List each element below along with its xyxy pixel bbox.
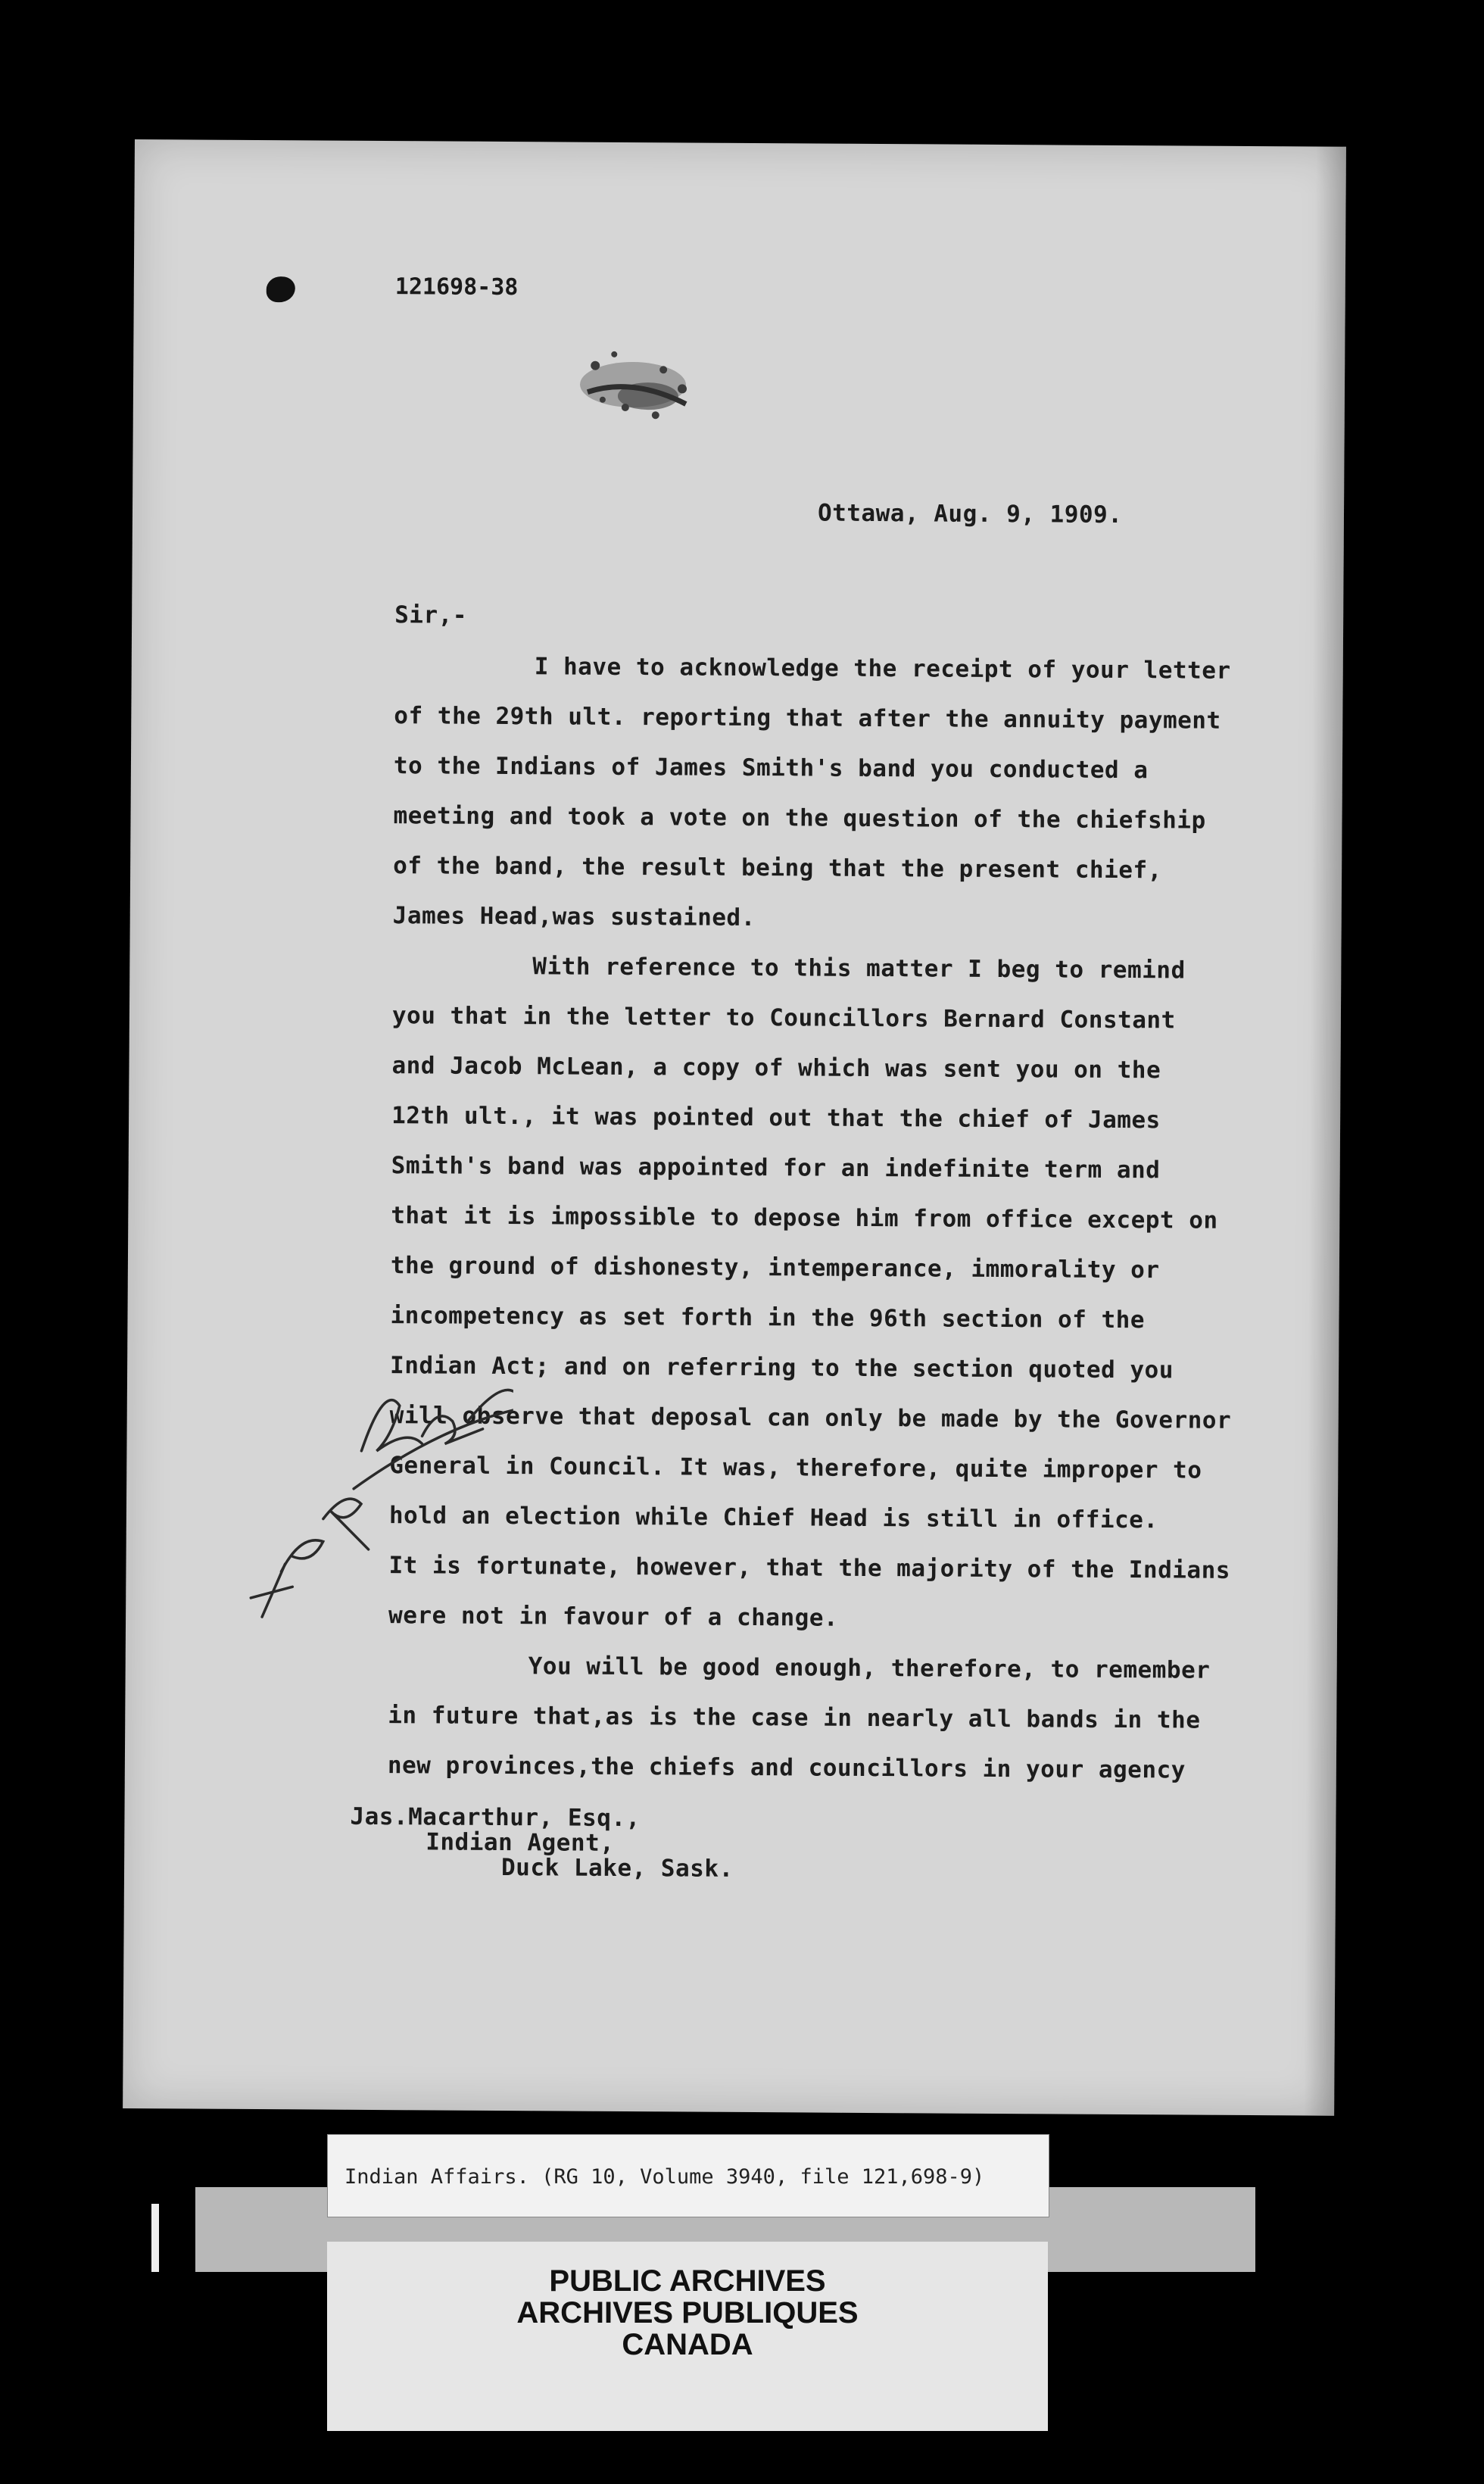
body-line: to the Indians of James Smith's band you conducted a [393, 752, 1149, 785]
body-line: and Jacob McLean, a copy of which was sent you on the [391, 1052, 1161, 1084]
citation-text: Indian Affairs. (RG 10, Volume 3940, file 121,698-9) [344, 2165, 985, 2189]
salutation: Sir,- [394, 601, 468, 629]
body-line: General in Council. It was, therefore, quite improper to [389, 1452, 1202, 1484]
file-reference-number: 121698-38 [394, 273, 519, 301]
body-line: incompetency as set forth in the 96th section of the [390, 1302, 1146, 1334]
body-line: that it is impossible to depose him from office except on [391, 1202, 1218, 1234]
body-line: in future that,as is the case in nearly all bands in the [388, 1702, 1201, 1734]
letter-page [123, 139, 1346, 2116]
archive-line-fr: ARCHIVES PUBLIQUES [516, 2296, 859, 2330]
addressee-title: Indian Agent, [426, 1828, 615, 1857]
body-line: With reference to this matter I beg to remind [532, 953, 1186, 985]
addressee-location: Duck Lake, Sask. [500, 1854, 734, 1883]
body-line: James Head,was sustained. [392, 902, 756, 932]
body-line: of the band, the result being that the present chief, [393, 852, 1162, 885]
body-line: will observe that deposal can only be made by the Governor [389, 1402, 1232, 1434]
body-line: You will be good enough, therefore, to remember [528, 1652, 1211, 1684]
handwritten-annotation [239, 1337, 514, 1656]
body-line: Smith's band was appointed for an indefinite term and [391, 1152, 1161, 1184]
body-line: 12th ult., it was pointed out that the chief of James [391, 1102, 1161, 1134]
body-line: you that in the letter to Councillors Bernard Constant [391, 1002, 1176, 1034]
body-line: It is fortunate, however, that the majority of the Indians [388, 1552, 1231, 1584]
letter-body [123, 139, 1346, 2116]
addressee-name: Jas.Macarthur, Esq., [350, 1802, 641, 1833]
body-line: I have to acknowledge the receipt of your letter [534, 653, 1231, 685]
body-line: were not in favour of a change. [388, 1602, 839, 1632]
body-line: new provinces,the chiefs and councillors in your agency [387, 1752, 1186, 1784]
body-line: hold an election while Chief Head is still in office. [388, 1502, 1158, 1534]
citation-label [327, 2134, 1049, 2217]
letter-date: Ottawa, Aug. 9, 1909. [817, 499, 1123, 529]
body-line: meeting and took a vote on the question of the chiefship [393, 802, 1206, 835]
body-line: Indian Act; and on referring to the section quoted you [390, 1352, 1174, 1384]
body-line: the ground of dishonesty, intemperance, immorality or [390, 1252, 1160, 1284]
archive-stamp-card [327, 2242, 1048, 2431]
body-line: of the 29th ult. reporting that after the annuity payment [394, 702, 1221, 735]
archive-line-en: PUBLIC ARCHIVES [549, 2264, 826, 2298]
film-edge-mark [151, 2204, 159, 2272]
archive-line-country: CANADA [622, 2328, 753, 2361]
